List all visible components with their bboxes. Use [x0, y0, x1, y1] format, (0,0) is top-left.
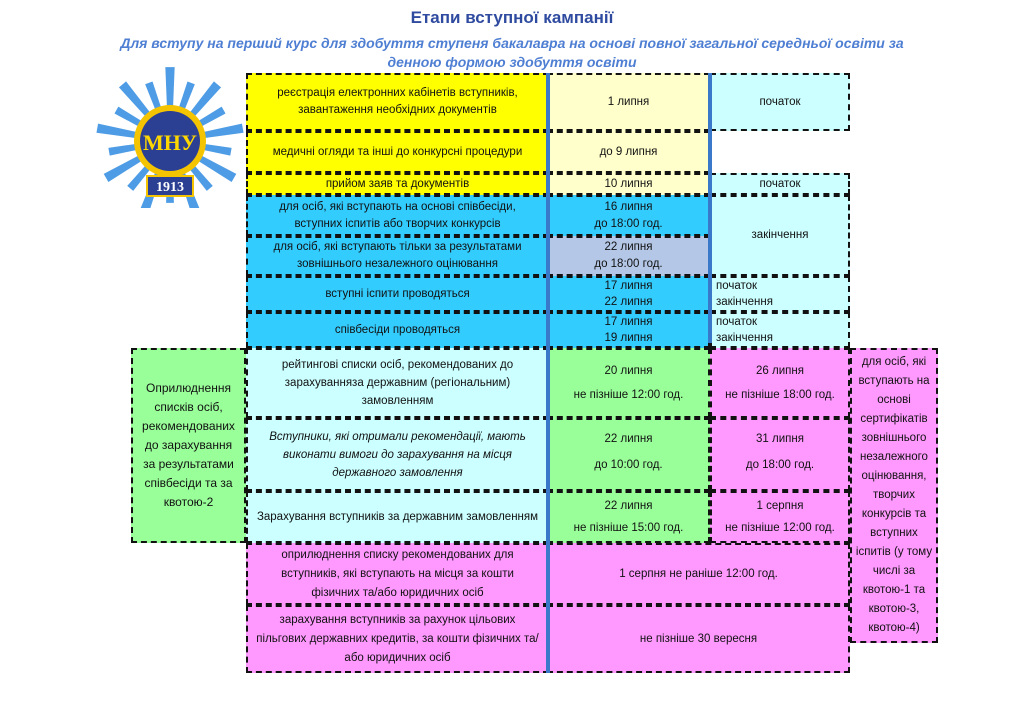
row1-date: 1 липня	[547, 73, 710, 131]
logo-ray	[179, 82, 195, 111]
row8-date-line4: не пізніше 18:00 год.	[725, 389, 835, 401]
logo-ray	[96, 124, 137, 139]
row9-stage: Вступники, які отримали рекомендації, мають виконати вимоги до зарахування на місця державного замовлення	[246, 418, 549, 491]
row7-note-line2: закінчення	[716, 332, 773, 344]
logo-ray	[198, 107, 226, 127]
row8-stage: рейтингові списки осіб, рекомендованих до зарахуванняза державним (регіональним) замовленням	[246, 348, 549, 418]
row6-date	[547, 276, 710, 312]
row3-note: початок	[710, 173, 850, 195]
row9-date-second	[710, 418, 850, 491]
row7-date	[547, 312, 710, 348]
row6-date-line1: 17 липня	[604, 280, 653, 292]
logo-ray	[108, 144, 137, 156]
row8-date-line2: не пізніше 12:00 год.	[573, 389, 684, 401]
row1-stage: реєстрація електронних кабінетів вступників, завантаження необхідних документів	[246, 73, 549, 131]
row5-date-line1: 22 липня	[604, 241, 653, 253]
row7-note	[710, 312, 850, 348]
row6-stage: вступні іспити проводяться	[246, 276, 549, 312]
row8-date-second	[710, 348, 850, 418]
logo-ray	[145, 82, 161, 111]
row7-stage: співбесіди проводяться	[246, 312, 549, 348]
row10-stage: Зарахування вступників за державним замовленням	[246, 491, 549, 543]
row11-stage: оприлюднення списку рекомендованих для вступників, які вступають на місця за кошти фізичних та/або юридичних осіб	[246, 543, 549, 605]
row2-stage: медичні огляди та інші до конкурсні процедури	[246, 131, 549, 173]
row10-date-line2: не пізніше 15:00 год.	[573, 522, 684, 534]
logo-ray	[203, 124, 244, 139]
row10-date-first	[547, 491, 710, 543]
row9-date-first	[547, 418, 710, 491]
page-title: Етапи вступної кампанії	[410, 8, 614, 27]
column-divider-left	[546, 73, 550, 673]
row8-date-line3: 26 липня	[756, 365, 804, 377]
logo-ray	[114, 107, 142, 127]
row5-stage: для осіб, які вступають тільки за результатами зовнішнього незалежного оцінювання	[246, 236, 549, 276]
page-subtitle-line2: денною формою здобуття освіти	[387, 54, 637, 70]
row9-date-line2: до 10:00 год.	[594, 459, 663, 471]
row8-date-line1: 20 липня	[604, 365, 653, 377]
row7-date-line1: 17 липня	[604, 316, 653, 328]
row9-date-line3: 31 липня	[756, 433, 804, 445]
page-subtitle-line1: Для вступу на перший курс для здобуття ступеня бакалавра на основі повної загальної середньої освіти за	[120, 35, 904, 51]
row10-date-second	[710, 491, 850, 543]
row2-date: до 9 липня	[547, 131, 710, 173]
logo-text: МНУ	[142, 130, 198, 155]
row11-date: 1 серпня не раніше 12:00 год.	[547, 543, 850, 605]
row4-date-line1: 16 липня	[604, 200, 653, 213]
row12-stage: зарахування вступників за рахунок цільових пільгових державних кредитів, за кошти фізичних та/або юридичних осіб	[246, 605, 549, 673]
logo-ray	[203, 144, 232, 156]
row4-date	[547, 195, 710, 236]
row10-date-line4: не пізніше 12:00 год.	[725, 522, 835, 534]
row5-date-line2: до 18:00 год.	[594, 258, 663, 270]
logo-year: 1913	[156, 180, 184, 195]
row10-date-line1: 22 липня	[604, 500, 653, 512]
row3-date: 10 липня	[547, 173, 710, 195]
row3-stage: прийом заяв та документів	[246, 173, 549, 195]
logo-ray	[165, 67, 174, 107]
row5-date	[547, 236, 710, 276]
row6-note-line2: закінчення	[716, 296, 773, 308]
column-divider-right	[708, 73, 712, 343]
row6-note-line1: початок	[716, 280, 758, 292]
left-side-note: Оприлюднення списків осіб, рекомендованих до зарахування за результатами співбесіди та за квотою-2	[131, 348, 246, 543]
row8-date-first	[547, 348, 710, 418]
university-logo	[95, 58, 245, 208]
row6-note	[710, 276, 850, 312]
row4-date-line2: до 18:00 год.	[594, 217, 663, 230]
row7-date-line2: 19 липня	[604, 332, 653, 344]
right-side-note: для осіб, які вступають на основі сертифікатів зовнішнього незалежного оцінювання, творчих конкурсів та вступних іспитів (у тому числі за квотою-1 та квотою-3, квотою-4)	[850, 348, 938, 643]
row6-date-line2: 22 липня	[604, 296, 653, 308]
row9-date-line1: 22 липня	[604, 433, 653, 445]
sun-logo-icon	[95, 58, 245, 208]
row1-note: початок	[710, 73, 850, 131]
row7-note-line1: початок	[716, 316, 758, 328]
row45-note: закінчення	[710, 195, 850, 276]
row9-date-line4: до 18:00 год.	[745, 459, 815, 471]
row10-date-line3: 1 серпня	[756, 500, 804, 512]
row12-date: не пізніше 30 вересня	[547, 605, 850, 673]
row4-stage: для осіб, які вступають на основі співбесіди, вступних іспитів або творчих конкурсів	[246, 195, 549, 236]
